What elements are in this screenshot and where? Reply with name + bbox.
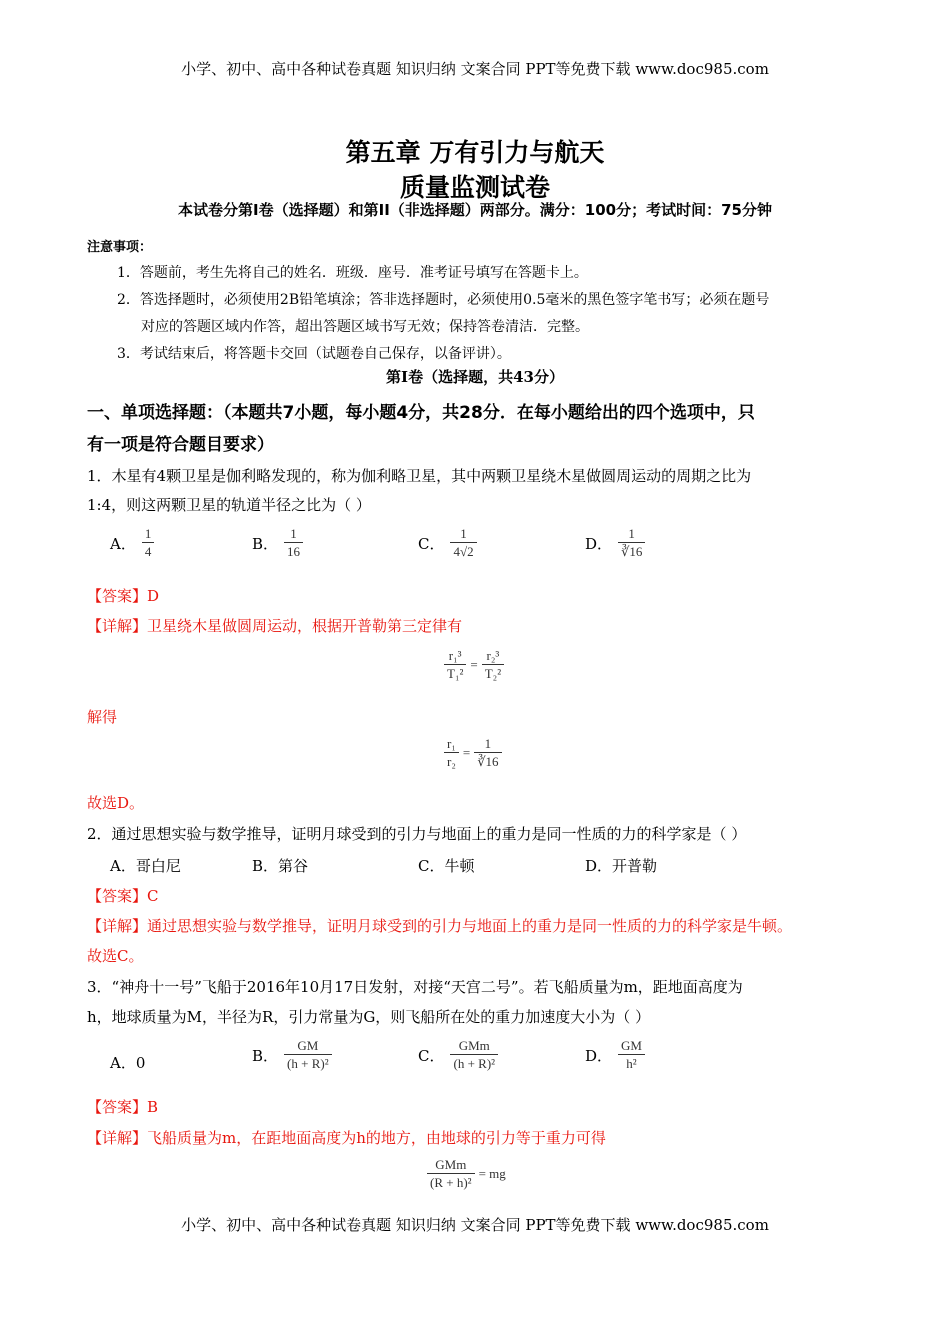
q1-answer bbox=[87, 585, 159, 606]
denominator: 4 bbox=[144, 544, 152, 559]
denominator: r₂ bbox=[447, 754, 456, 769]
answer-tag: 【答案】 bbox=[87, 887, 148, 905]
equals-sign: = bbox=[470, 657, 478, 672]
q2-answer bbox=[87, 885, 159, 906]
numerator: 1 bbox=[460, 526, 467, 541]
q1-detail bbox=[87, 615, 462, 636]
q3-option-c bbox=[418, 1037, 498, 1073]
option-label: A． bbox=[110, 534, 136, 553]
fraction bbox=[482, 647, 504, 683]
fraction bbox=[450, 525, 476, 561]
equals-sign: = bbox=[462, 745, 471, 760]
q3-option-b bbox=[252, 1037, 332, 1073]
denominator: 16 bbox=[287, 544, 301, 559]
notes-item-1: 1．答题前，考生先将自己的姓名．班级．座号．准考证号填写在答题卡上。 bbox=[117, 265, 588, 281]
q1-conclusion: 故选D。 bbox=[87, 794, 145, 812]
q2-detail bbox=[87, 915, 792, 936]
detail-text: 飞船质量为m，在距地面高度为h的地方，由地球的引力等于重力可得 bbox=[147, 1129, 606, 1147]
option-label: C． bbox=[418, 534, 445, 553]
notes-heading: 注意事项： bbox=[87, 240, 153, 255]
option-label: B． bbox=[252, 534, 279, 553]
fraction bbox=[284, 525, 303, 561]
denominator: h² bbox=[626, 1056, 637, 1071]
q1-stem-line1: 1．木星有4颗卫星是伽利略发现的，称为伽利略卫星，其中两颗卫星绕木星做圆周运动的周期之比为 bbox=[87, 467, 752, 485]
q2-stem: 2．通过思想实验与数学推导，证明月球受到的引力与地面上的重力是同一性质的力的科学家是（ ） bbox=[87, 825, 747, 843]
denominator: ∛16 bbox=[477, 754, 499, 769]
answer-value: D bbox=[147, 587, 160, 605]
option-label: C． bbox=[418, 1046, 445, 1065]
fraction bbox=[427, 1156, 475, 1192]
q1-option-c bbox=[418, 525, 477, 561]
numerator: 1 bbox=[144, 526, 152, 541]
fraction bbox=[444, 735, 459, 771]
q3-answer bbox=[87, 1096, 158, 1117]
section1-line1: 一、单项选择题：（本题共7小题，每小题4分，共28分．在每小题给出的四个选项中，只 bbox=[87, 403, 755, 423]
denominator: 4√2 bbox=[453, 544, 474, 559]
q1-stem-line2: 1:4，则这两颗卫星的轨道半径之比为（ ） bbox=[87, 496, 371, 514]
denominator: T₂² bbox=[484, 666, 502, 681]
numerator: 1 bbox=[484, 736, 492, 751]
fraction bbox=[618, 525, 645, 561]
q3-stem-line1: 3．“神舟十一号”飞船于2016年10月17日发射，对接“天宫二号”。若飞船质量为m，距地面高度为 bbox=[87, 978, 743, 996]
q1-formula-kepler bbox=[444, 647, 504, 683]
q3-stem-line2: h，地球质量为M，半径为R，引力常量为G，则飞船所在处的重力加速度大小为（ ） bbox=[87, 1008, 651, 1026]
fraction bbox=[284, 1037, 332, 1073]
denominator: (h + R)² bbox=[453, 1056, 496, 1071]
page-subtitle: 质量监测试卷 bbox=[399, 173, 550, 202]
fraction bbox=[450, 1037, 498, 1073]
q1-option-a bbox=[110, 525, 154, 561]
numerator: r₁ bbox=[447, 736, 456, 751]
fraction bbox=[444, 647, 466, 683]
answer-value: B bbox=[147, 1098, 159, 1116]
option-label: D． bbox=[585, 534, 613, 553]
q2-option-d: D．开普勒 bbox=[585, 857, 658, 875]
denominator: (h + R)² bbox=[287, 1056, 329, 1071]
q3-detail bbox=[87, 1127, 606, 1148]
numerator: GM bbox=[621, 1038, 642, 1053]
answer-tag: 【答案】 bbox=[87, 1098, 148, 1116]
page-footer: 小学、初中、高中各种试卷真题 知识归纳 文案合同 PPT等免费下载 www.doc985.com bbox=[181, 1216, 769, 1234]
option-label: B． bbox=[252, 1046, 279, 1065]
numerator: GM bbox=[297, 1038, 319, 1053]
numerator: r₂³ bbox=[486, 648, 500, 663]
numerator: 1 bbox=[628, 526, 635, 541]
notes-item-2: 2．答选择题时，必须使用2B铅笔填涂；答非选择题时，必须使用0.5毫米的黑色签字笔书写；必须在题号 bbox=[117, 292, 770, 308]
part1-heading: 第I卷（选择题，共43分） bbox=[386, 368, 564, 386]
option-label: D． bbox=[585, 1046, 613, 1065]
section1-line2: 有一项是符合题目要求） bbox=[87, 435, 274, 455]
numerator: GMm bbox=[435, 1157, 467, 1172]
formula-rhs: = mg bbox=[478, 1166, 506, 1181]
q1-solve-label: 解得 bbox=[87, 708, 118, 726]
q2-option-a: A．哥白尼 bbox=[110, 857, 181, 875]
numerator: GMm bbox=[458, 1038, 490, 1053]
q2-option-c: C．牛顿 bbox=[418, 857, 475, 875]
q3-option-d bbox=[585, 1037, 645, 1073]
detail-tag: 【详解】 bbox=[87, 617, 148, 635]
exam-info: 本试卷分第I卷（选择题）和第II（非选择题）两部分。满分：100分；考试时间：75分钟 bbox=[178, 201, 772, 219]
q1-option-d bbox=[585, 525, 645, 561]
denominator: ∛16 bbox=[621, 544, 643, 559]
q2-conclusion: 故选C。 bbox=[87, 947, 144, 965]
notes-item-3: 3．考试结束后，将答题卡交回（试题卷自己保存，以备评讲）。 bbox=[117, 346, 511, 362]
answer-value: C bbox=[147, 887, 159, 905]
denominator: (R + h)² bbox=[430, 1175, 472, 1190]
fraction bbox=[142, 525, 155, 561]
detail-text: 通过思想实验与数学推导，证明月球受到的引力与地面上的重力是同一性质的力的科学家是牛顿。 bbox=[147, 917, 793, 935]
notes-item-2-cont: 对应的答题区域内作答，超出答题区域书写无效；保持答卷清洁．完整。 bbox=[141, 319, 589, 335]
q1-formula-result bbox=[444, 735, 502, 771]
detail-tag: 【详解】 bbox=[87, 1129, 148, 1147]
q3-formula-gravity bbox=[427, 1156, 506, 1192]
denominator: T₁² bbox=[447, 666, 464, 681]
page-title: 第五章 万有引力与航天 bbox=[345, 138, 605, 167]
detail-text: 卫星绕木星做圆周运动，根据开普勒第三定律有 bbox=[147, 617, 463, 635]
fraction bbox=[618, 1037, 645, 1073]
answer-tag: 【答案】 bbox=[87, 587, 148, 605]
q1-option-b bbox=[252, 525, 303, 561]
numerator: 1 bbox=[290, 526, 297, 541]
q3-option-a: A．0 bbox=[110, 1054, 146, 1072]
page-header: 小学、初中、高中各种试卷真题 知识归纳 文案合同 PPT等免费下载 www.doc985.com bbox=[181, 60, 769, 78]
fraction bbox=[474, 735, 501, 771]
numerator: r₁³ bbox=[448, 648, 462, 663]
detail-tag: 【详解】 bbox=[87, 917, 148, 935]
q2-option-b: B．第谷 bbox=[252, 857, 309, 875]
